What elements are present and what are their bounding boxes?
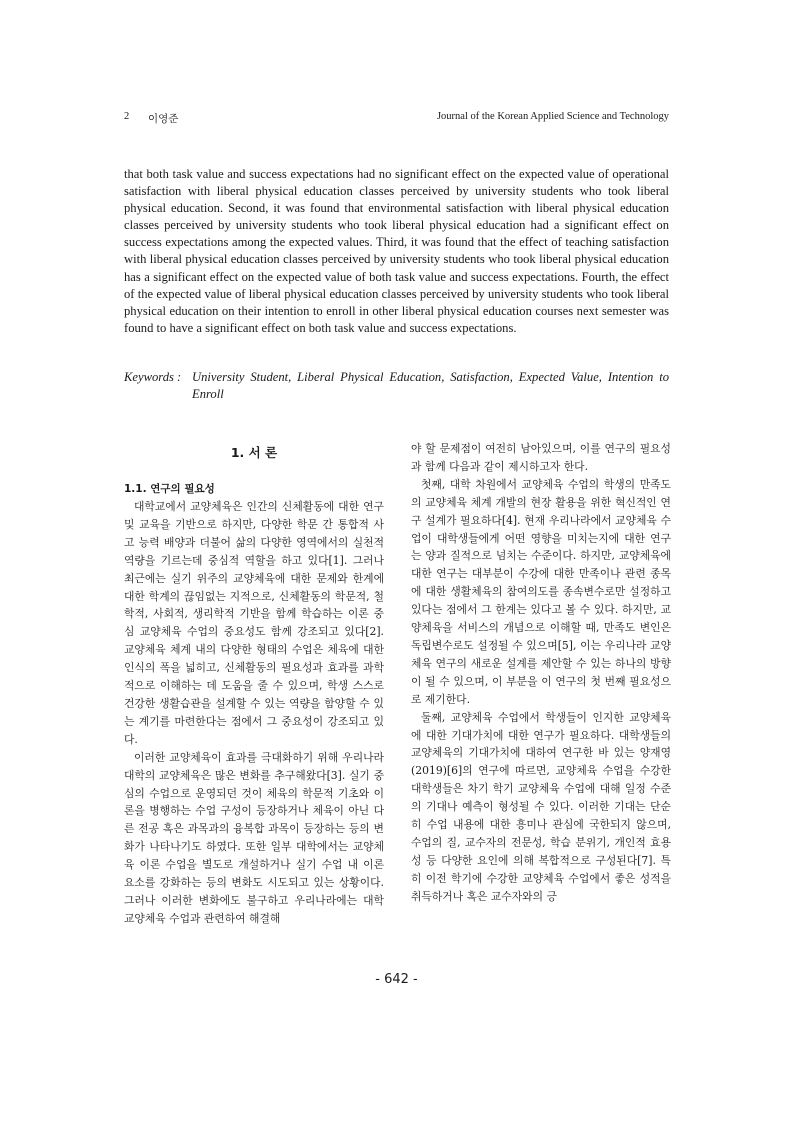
keywords-block <box>124 369 669 403</box>
body-paragraph: 이러한 교양체육이 효과를 극대화하기 위해 우리나라 대학의 교양체육은 많은 변화를 추구해왔다[3]. 실기 중심의 수업으로 운영되던 것이 체육의 학문적 기초와 이론을 병행하는 수업 구성이 등장하거나 체육이 아닌 다른 전공 혹은 과목과의 융복합 과목이 등장하는 등의 변화가 나타나기도 하였다. 또한 일부 대학에서는 교양체육 이론 수업을 별도로 개설하거나 실기 수업 내 이론 요소를 강화하는 등의 변화도 시도되고 있는 상황이다. 그러나 이러한 변화에도 불구하고 우리나라에는 대학 교양체육 수업과 관련하여 해결해 <box>124 750 384 925</box>
subsection-title: 1.1. 연구의 필요성 <box>124 483 215 495</box>
body-paragraph: 야 할 문제점이 여전히 남아있으며, 이를 연구의 필요성과 함께 다음과 같이 제시하고자 한다. <box>411 442 671 473</box>
header-page-number: 2 <box>124 111 130 122</box>
running-header <box>124 111 669 127</box>
right-column <box>411 440 671 906</box>
body-paragraph: 대학교에서 교양체육은 인간의 신체활동에 대한 연구 및 교육을 기반으로 하지만, 다양한 학문 간 통합적 사고 능력 배양과 더불어 삶의 다양한 영역에서의 실천적 역량을 기르는데 중심적 역할을 하고 있다[1]. 그러나 최근에는 실기 위주의 교양체육에 대한 문제와 한계에 대한 학계의 끊임없는 지적으로, 신체활동의 학문적, 철학적, 사회적, 생리학적 기반을 함께 학습하는 이론 중심 교양체육 수업의 중요성도 함께 강조되고 있다[2]. 교양체육 체계 내의 다양한 형태의 수업은 체육에 대한 인식의 폭을 넓히고, 신체활동의 필요성과 효과를 과학적으로 이해하는 데 도움을 줄 수 있으며, 학생 스스로 건강한 생활습관을 설계할 수 있는 역량을 함양할 수 있는 계기를 마련한다는 점에서 그 중요성이 강조되고 있다. <box>124 500 384 746</box>
header-journal-title: Journal of the Korean Applied Science and Technology <box>436 111 669 122</box>
page-number-footer: - 642 - <box>375 972 418 987</box>
left-column <box>124 440 384 928</box>
header-author: 이영준 <box>148 114 179 125</box>
abstract-paragraph: that both task value and success expectations had no significant effect on the expected value of operational satisfaction with liberal physical education classes perceived by university students who took liberal physical education. Second, it was found that environmental satisfaction with liberal physical education classes perceived by university students who took liberal physical education had a significant effect on success expectations among the expected values. Third, it was found that the effect of teaching satisfaction with liberal physical education classes perceived by university students who took liberal physical education has a significant effect on the expected value of both task value and success expectations. Fourth, the effect of the expected value of liberal physical education classes perceived by university students who took liberal physical education on their intention to enroll in other liberal physical education courses next semester was found to have a significant effect on both task value and success expectations. <box>124 167 669 335</box>
section-title: 1. 서 론 <box>230 445 278 460</box>
body-paragraph: 둘째, 교양체육 수업에서 학생들이 인지한 교양체육에 대한 기대가치에 대한 연구가 필요하다. 대학생들의 교양체육의 기대가치에 대하여 연구한 바 있는 양재영(2019)[6]의 연구에 따르면, 교양체육 수업을 수강한 대학생들은 차기 학기 교양체육 수업에 대해 일정 수준의 기대나 예측이 형성될 수 있다. 이러한 기대는 단순히 수업 내용에 대한 흥미나 관심에 국한되지 않으며, 수업의 질, 교수자의 전문성, 학습 분위기, 개인적 효용성 등 다양한 요인에 의해 복합적으로 구성된다[7]. 특히 이전 학기에 수강한 교양체육 수업에서 좋은 성적을 취득하거나 혹은 교수자와의 긍 <box>411 710 671 903</box>
keywords-label: Keywords : <box>124 370 182 384</box>
keywords-value: University Student, Liberal Physical Education, Satisfaction, Expected Value, Intention to Enroll <box>192 370 669 401</box>
body-paragraph: 첫째, 대학 차원에서 교양체육 수업의 학생의 만족도의 교양체육 체계 개발의 현장 활용을 위한 혁신적인 연구 설계가 필요하다[4]. 현재 우리나라에서 교양체육 수업이 대학생들에게 어떤 영향을 미치는지에 대한 연구는 양과 질적으로 넘치는 수준이다. 하지만, 교양체육에 대한 연구는 대부분이 수강에 대한 만족이나 관련 종목에 대한 생활체육의 참여의도를 종속변수로만 설정하고 있다는 점에서 그 한계는 있다고 볼 수 있다. 하지만, 교양체육을 서비스의 개념으로 이해할 때, 만족도 변인은 독립변수로도 설정될 수 있으며[5], 이는 우리나라 교양체육 연구의 새로운 설계를 제안할 수 있는 하나의 방향이 될 수 있으며, 이 부분을 이 연구의 첫 번째 필요성으로 제기한다. <box>411 477 671 706</box>
